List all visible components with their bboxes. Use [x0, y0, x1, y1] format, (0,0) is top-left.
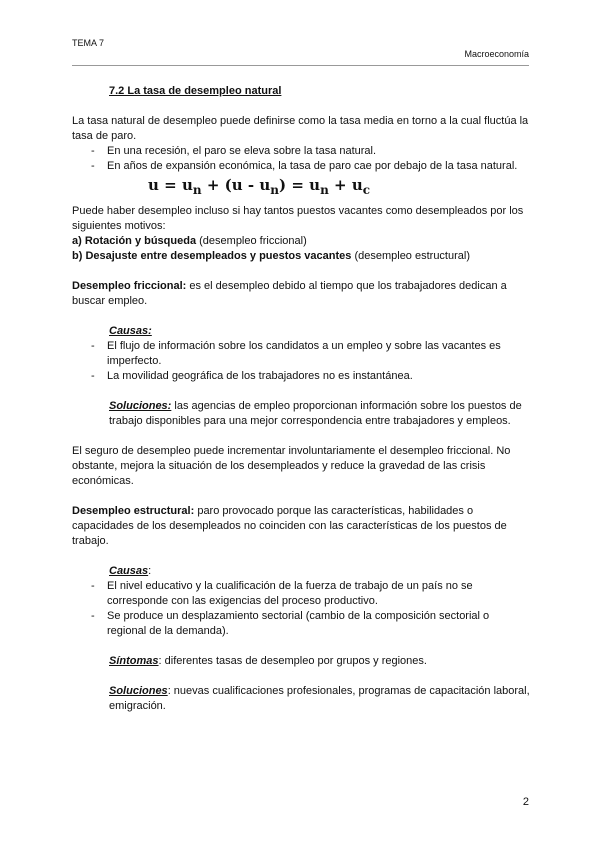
motives-intro: Puede haber desempleo incluso si hay tantos puestos vacantes como desempleados por los siguientes motivos: — [72, 205, 524, 232]
list-item — [72, 579, 530, 609]
header-divider — [72, 65, 529, 66]
dash-marker: - — [91, 340, 95, 352]
estructural-soluciones: Soluciones: nuevas cualificaciones profesionales, programas de capacitación laboral, emigración. — [109, 685, 530, 712]
list-item-text: La movilidad geográfica de los trabajadores no es instantánea. — [107, 370, 413, 382]
intro-paragraph: La tasa natural de desempleo puede definirse como la tasa media en torno a la cual fluctúa la tasa de paro. — [72, 115, 529, 142]
estructural-causas-heading: Causas: — [109, 565, 152, 577]
section-title: 7.2 La tasa de desempleo natural — [109, 85, 282, 97]
dash-marker: - — [91, 145, 95, 157]
estructural-definition: Desempleo estructural: paro provocado porque las características, habilidades o capacidades de los desempleados no coinciden con las características de los puestos de trabajo. — [72, 505, 507, 547]
header-topic: TEMA 7 — [72, 38, 105, 48]
list-item-text: Se produce un desplazamiento sectorial (cambio de la composición sectorial o regional de la demanda). — [107, 610, 490, 637]
list-item — [72, 144, 530, 159]
friccional-definition: Desempleo friccional: es el desempleo debido al tiempo que los trabajadores dedican a buscar empleo. — [72, 280, 507, 307]
list-item-text: El nivel educativo y la cualificación de la fuerza de trabajo de un país no se corresponde con las exigencias del proceso productivo. — [107, 580, 473, 607]
motive-b: b) Desajuste entre desempleados y puestos vacantes (desempleo estructural) — [72, 250, 470, 262]
dash-marker: - — [91, 160, 95, 172]
natural-rate-formula: $u = u_n + (u - u_n) = u_n + u_c$ — [148, 176, 371, 197]
motive-a: a) Rotación y búsqueda (desempleo friccional) — [72, 235, 307, 247]
list-item — [72, 339, 530, 369]
list-item — [72, 159, 530, 174]
page-number: 2 — [522, 796, 529, 808]
friccional-causas-heading: Causas: — [109, 325, 152, 337]
friccional-soluciones: Soluciones: las agencias de empleo proporcionan información sobre los puestos de trabajo disponibles para una mejor correspondencia entre trabajadores y empleos. — [109, 400, 522, 427]
list-item — [72, 369, 530, 384]
page-content — [72, 80, 530, 714]
list-item-text: En una recesión, el paro se eleva sobre la tasa natural. — [107, 145, 377, 157]
list-item-text: El flujo de información sobre los candidatos a un empleo y sobre las vacantes es imperfecto. — [107, 340, 501, 367]
list-item-text: En años de expansión económica, la tasa de paro cae por debajo de la tasa natural. — [107, 160, 518, 172]
dash-marker: - — [91, 610, 95, 622]
dash-marker: - — [91, 370, 95, 382]
estructural-sintomas: Síntomas: diferentes tasas de desempleo por grupos y regiones. — [109, 655, 427, 667]
seguro-paragraph: El seguro de desempleo puede incrementar involuntariamente el desempleo friccional. No obstante, mejora la situación de los desempleados y reduce la gravedad de las crisis económicas. — [72, 445, 511, 487]
dash-marker: - — [91, 580, 95, 592]
header-subject: Macroeconomía — [464, 49, 529, 59]
list-item — [72, 609, 530, 639]
